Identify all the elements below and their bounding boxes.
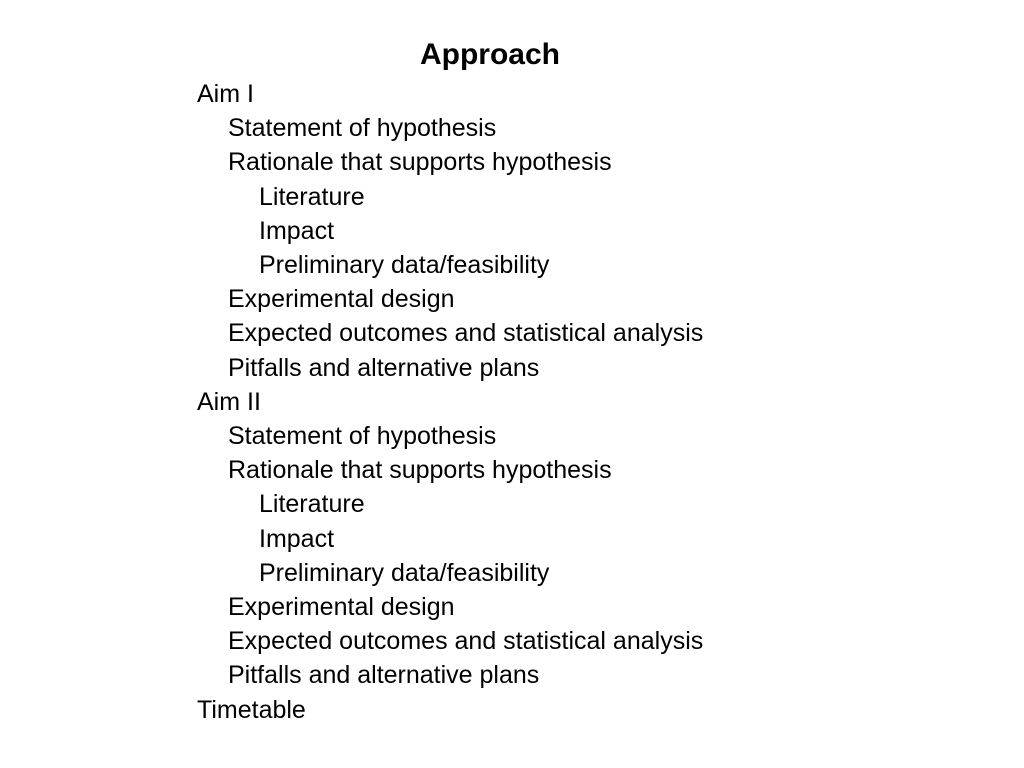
aim-2-rationale-impact: Impact — [259, 524, 335, 553]
approach-outline — [197, 77, 703, 727]
aim-1-rationale-impact: Impact — [259, 216, 335, 245]
aim-2-rationale-literature: Literature — [259, 490, 365, 519]
aim-1-design: Experimental design — [228, 285, 455, 314]
aim-2-design: Experimental design — [228, 593, 455, 622]
aim-1-outcomes: Expected outcomes and statistical analysis — [228, 319, 704, 348]
aim-1-heading: Aim I — [197, 80, 254, 108]
aim-2-pitfalls: Pitfalls and alternative plans — [228, 661, 540, 690]
aim-2-heading: Aim II — [197, 387, 261, 416]
aim-1-statement: Statement of hypothesis — [228, 114, 497, 143]
aim-2-rationale-preliminary: Preliminary data/feasibility — [259, 558, 550, 587]
aim-2-outcomes: Expected outcomes and statistical analysis — [228, 627, 704, 656]
aim-1-rationale: Rationale that supports hypothesis — [228, 148, 612, 177]
aim-2-rationale: Rationale that supports hypothesis — [228, 456, 612, 485]
aim-1-pitfalls: Pitfalls and alternative plans — [228, 353, 540, 382]
aim-1-rationale-preliminary: Preliminary data/feasibility — [259, 251, 550, 280]
timetable-heading: Timetable — [197, 695, 306, 724]
aim-2-statement: Statement of hypothesis — [228, 422, 497, 451]
aim-1-rationale-literature: Literature — [259, 182, 365, 211]
slide-title: Approach — [419, 38, 560, 71]
